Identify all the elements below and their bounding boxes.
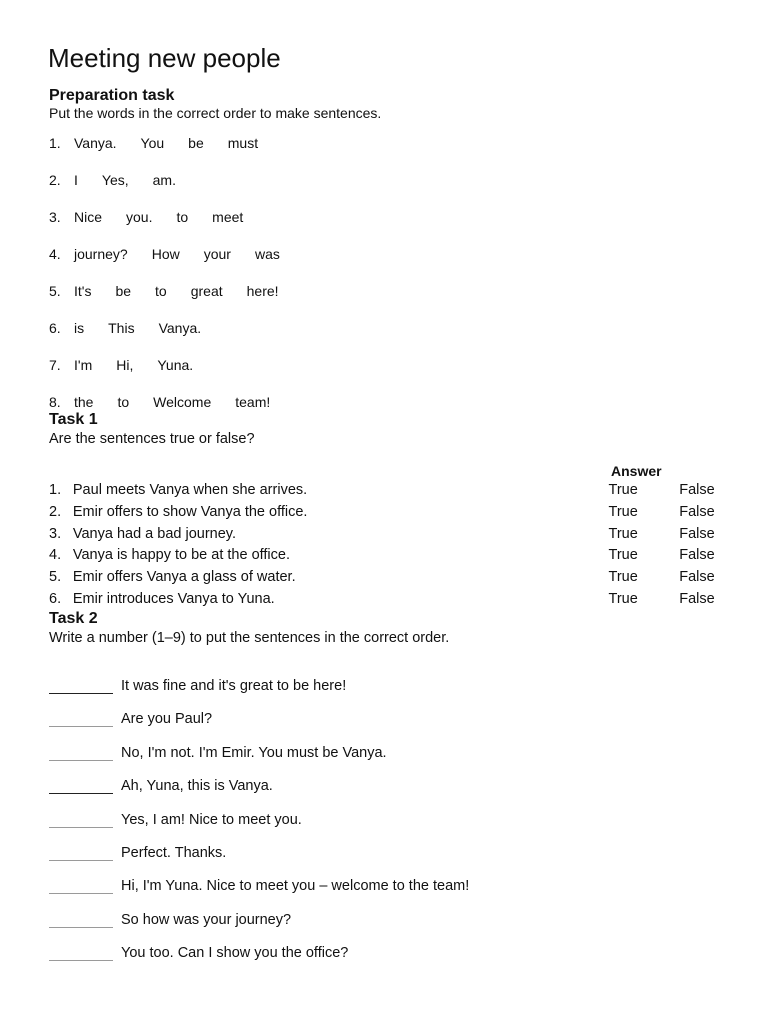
scrambled-word: you. [126,209,153,225]
word-group [74,355,217,392]
scrambled-word: Yuna. [157,357,194,373]
item-number: 5. [49,283,61,299]
scrambled-word: Hi, [116,357,134,373]
item-number: 3. [49,209,61,225]
true-false-row [49,567,729,589]
scrambled-word: team! [235,394,271,410]
answer-blank[interactable] [49,743,113,761]
dialogue-line: Perfect. Thanks. [121,844,227,861]
ordering-row [49,943,469,976]
scrambled-word: your [203,246,231,262]
statement-text: Paul meets Vanya when she arrives. [72,482,308,498]
ordering-row [49,743,469,776]
dialogue-line: You too. Can I show you the office? [121,945,349,962]
task2-heading: Task 2 [49,610,98,627]
answer-blank[interactable] [49,943,113,961]
answer-blank[interactable] [49,776,113,794]
true-false-row [49,480,729,502]
item-number: 8. [49,394,61,410]
preparation-item [49,318,304,355]
true-option[interactable]: True [608,482,638,498]
scrambled-word: must [227,135,259,151]
preparation-item [49,244,304,281]
statement-text: Vanya is happy to be at the office. [72,547,291,564]
answer-blank[interactable] [49,876,113,894]
item-number: 6. [49,590,62,607]
statement-text: Emir offers Vanya a glass of water. [72,569,296,586]
ordering-row [49,910,469,943]
item-number: 1. [49,482,62,498]
scrambled-word: This [108,320,135,336]
scrambled-word: the [74,394,94,410]
answer-blank[interactable] [49,810,113,828]
dialogue-line: Hi, I'm Yuna. Nice to meet you – welcome to the team! [121,878,470,895]
ordering-row [49,810,469,843]
scrambled-word: Nice [74,209,103,225]
true-option[interactable]: True [608,569,638,586]
scrambled-word: It's [74,283,92,299]
word-group [74,281,303,318]
word-group [74,133,282,170]
word-group [74,170,200,207]
task1-instruction: Are the sentences true or false? [49,431,255,447]
scrambled-word: is [74,320,85,336]
word-group [74,244,304,281]
item-number: 2. [49,172,61,188]
item-number: 1. [49,135,61,151]
preparation-instruction: Put the words in the correct order to make sentences. [49,105,382,121]
preparation-item [49,133,304,170]
ordering-list [49,676,469,977]
scrambled-word: You [140,135,165,151]
preparation-item [49,170,304,207]
true-option[interactable]: True [608,547,638,564]
task1-heading: Task 1 [49,411,98,428]
dialogue-line: Are you Paul? [121,711,213,728]
preparation-item [49,207,304,244]
answer-blank[interactable] [49,676,113,694]
item-number: 6. [49,320,61,336]
preparation-list [49,133,304,412]
answer-blank[interactable] [49,843,113,861]
true-option[interactable]: True [608,590,638,607]
true-option[interactable]: True [608,503,638,520]
item-number: 3. [49,525,62,542]
false-option[interactable]: False [679,525,715,542]
item-number: 2. [49,503,62,520]
word-group [74,392,294,412]
answer-column-header: Answer [611,463,662,479]
scrambled-word: I [74,172,78,188]
true-false-row [49,524,729,546]
ordering-row [49,776,469,809]
scrambled-word: to [176,209,189,225]
scrambled-word: to [117,394,130,410]
true-option[interactable]: True [608,525,638,542]
item-number: 7. [49,357,61,373]
scrambled-word: Welcome [153,394,212,410]
scrambled-word: I'm [74,357,93,373]
false-option[interactable]: False [679,590,715,607]
scrambled-word: was [254,246,280,262]
preparation-item [49,392,304,412]
answer-blank[interactable] [49,910,113,928]
item-number: 5. [49,569,62,586]
scrambled-word: here! [246,283,279,299]
dialogue-line: No, I'm not. I'm Emir. You must be Vanya. [121,744,387,761]
false-option[interactable]: False [679,503,715,520]
scrambled-word: to [155,283,167,299]
statement-text: Emir introduces Vanya to Yuna. [72,590,275,607]
false-option[interactable]: False [679,569,715,586]
item-number: 4. [49,246,61,262]
preparation-item [49,281,304,318]
dialogue-line: Yes, I am! Nice to meet you. [121,811,302,828]
statement-text: Vanya had a bad journey. [72,525,237,542]
scrambled-word: Vanya. [74,135,117,151]
scrambled-word: journey? [74,246,128,262]
item-number: 4. [49,547,62,564]
dialogue-line: So how was your journey? [121,911,292,928]
scrambled-word: am. [152,172,176,188]
preparation-heading: Preparation task [49,87,175,104]
false-option[interactable]: False [679,482,715,498]
scrambled-word: be [115,283,132,299]
true-false-row [49,589,729,611]
scrambled-word: How [151,246,180,262]
scrambled-word: meet [212,209,244,225]
word-group [74,318,225,355]
scrambled-word: Vanya. [158,320,202,336]
task2-instruction: Write a number (1–9) to put the sentences in the correct order. [49,630,450,646]
true-false-list [49,480,729,611]
ordering-row [49,676,469,709]
ordering-row [49,709,469,742]
false-option[interactable]: False [679,547,715,564]
dialogue-line: It was fine and it's great to be here! [121,678,347,694]
answer-blank[interactable] [49,709,113,727]
true-false-row [49,545,729,567]
word-group [74,207,267,244]
scrambled-word: great [190,283,223,299]
ordering-row [49,843,469,876]
true-false-row [49,502,729,524]
preparation-item [49,355,304,392]
scrambled-word: be [188,135,204,151]
scrambled-word: Yes, [101,172,129,188]
ordering-row [49,876,469,909]
page-title: Meeting new people [48,43,281,73]
statement-text: Emir offers to show Vanya the office. [72,503,308,520]
dialogue-line: Ah, Yuna, this is Vanya. [121,778,273,795]
